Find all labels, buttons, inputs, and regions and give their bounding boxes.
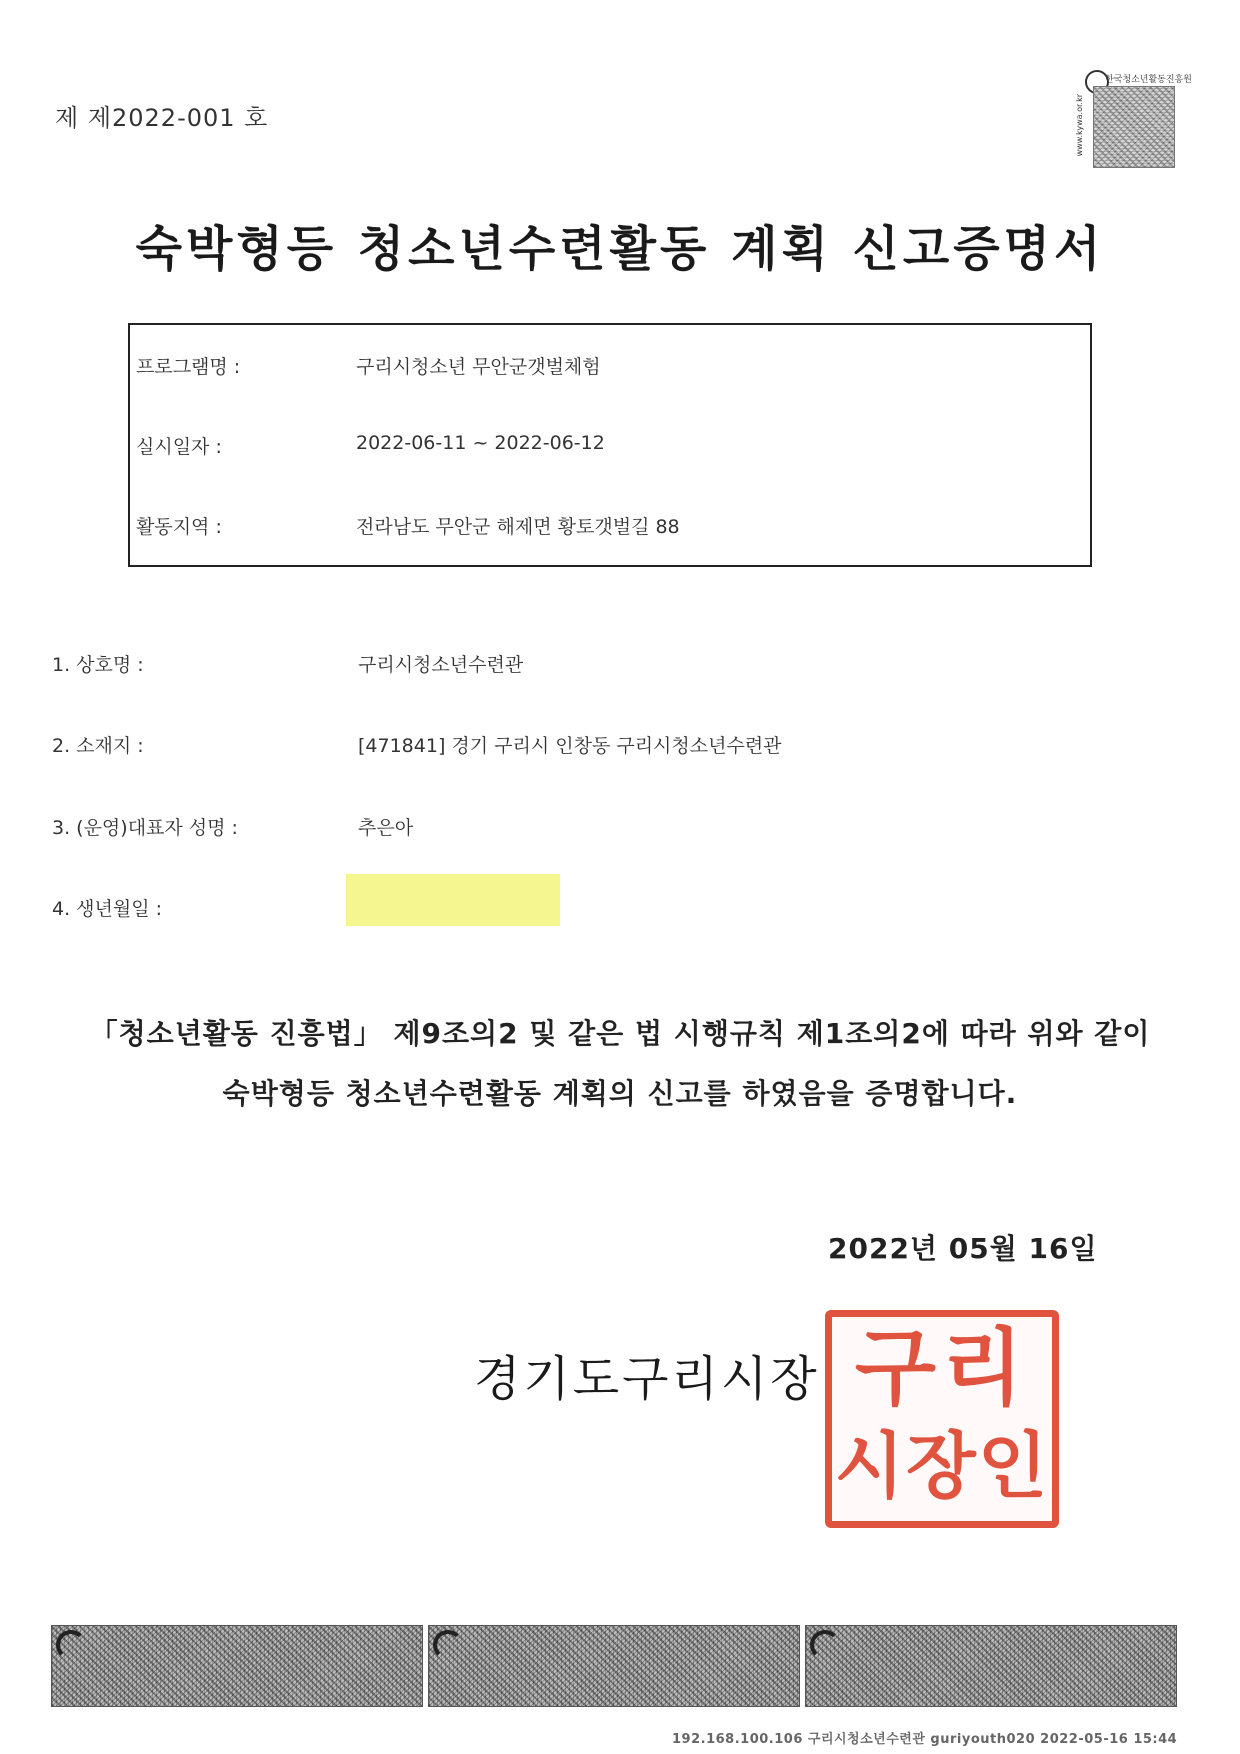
verification-seal [1075,64,1192,168]
print-footer: 192.168.100.106 구리시청소년수련관 guriyouth020 2022-05-16 15:44 [672,1732,1178,1747]
program-name-value: 구리시청소년 무안군갯벌체험 [356,356,601,378]
address-value: [471841] 경기 구리시 인창동 구리시청소년수련관 [358,735,782,757]
program-name-row [130,352,1090,392]
business-name-label: 1. 상호명 : [52,654,144,676]
birthdate-label: 4. 생년월일 : [52,898,163,920]
program-location-row [130,512,1090,552]
verification-barcode-3 [805,1625,1177,1707]
seal-org-name: 한국청소년활동진흥원 [1105,75,1192,85]
program-location-value: 전라남도 무안군 해제면 황토갯벌길 88 [356,516,680,538]
item-address [52,731,1152,761]
item-business-name [52,650,1152,680]
verification-barcode-1 [51,1625,423,1707]
official-stamp [825,1310,1059,1528]
barcode-corner-icon [56,1630,86,1660]
item-representative [52,813,1152,843]
barcode-corner-icon [810,1630,840,1660]
item-birthdate [52,894,1152,924]
verification-barcode-2 [428,1625,800,1707]
program-date-row [130,432,1090,472]
representative-label: 3. (운영)대표자 성명 : [52,817,238,839]
verification-code-image [1093,86,1175,168]
issuer-name: 경기도구리시장 [474,1351,820,1407]
representative-value: 추은아 [358,817,414,839]
statement-line-1: 「청소년활동 진흥법」 제9조의2 및 같은 법 시행규칙 제1조의2에 따라 위와 같이 [89,1017,1151,1050]
program-location-label: 활동지역 : [136,516,222,538]
redaction-highlight [346,874,560,926]
business-name-value: 구리시청소년수련관 [358,654,524,676]
stamp-line-2: 시장인 [834,1424,1050,1508]
program-date-label: 실시일자 : [136,436,222,458]
program-info-box [128,323,1092,567]
issue-date: 2022년 05월 16일 [828,1232,1098,1265]
document-number: 제 제2022-001 호 [55,104,269,132]
program-name-label: 프로그램명 : [136,356,241,378]
address-label: 2. 소재지 : [52,735,144,757]
seal-url: www.kywa.or.kr [1075,94,1084,157]
stamp-line-1: 구리 [854,1319,1030,1417]
statement-line-2: 숙박형등 청소년수련활동 계획의 신고를 하였음을 증명합니다. [222,1077,1018,1110]
program-date-value: 2022-06-11 ~ 2022-06-12 [356,432,605,454]
document-title: 숙박형등 청소년수련활동 계획 신고증명서 [135,221,1105,277]
barcode-corner-icon [433,1630,463,1660]
